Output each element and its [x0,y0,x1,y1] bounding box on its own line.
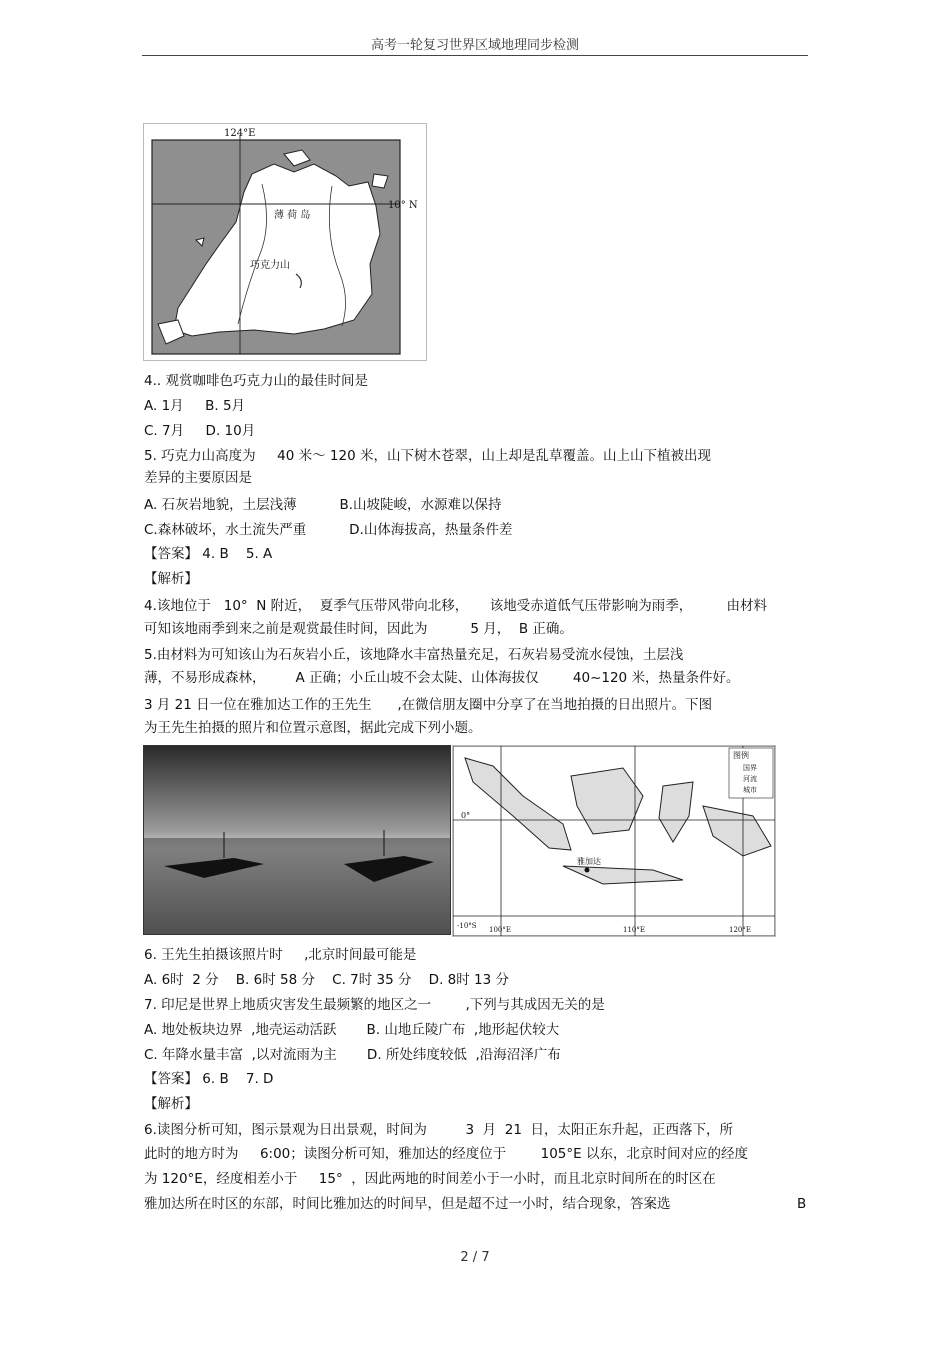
lat-zero-label: 0° [461,811,471,820]
option-line: C. 年降水量丰富 ,以对流雨为主 D. 所处纬度较低 ,沿海沼泽广布 [144,1047,561,1063]
lon-tick: 110°E [623,926,645,934]
lat-label: 10° N [388,200,418,211]
page-number: 2 / 7 [460,1250,490,1265]
legend-item: 河流 [743,775,757,783]
option-line: C.森林破坏，水土流失严重 D.山体海拔高，热量条件差 [144,522,513,538]
question-5: 5. 巧克力山高度为 40 米～ 120 米，山下树木苍翠，山上却是乱草覆盖。山上山下植被出现 [144,448,711,464]
analysis-text: 4.该地位于 10° N 附近， 夏季气压带风带向北移， 该地受赤道低气压带影响为雨季， 由材料 [144,598,768,614]
analysis-text: 为 120°E，经度相差小于 15° ，因此两地的时间差小于一小时，而且北京时间所在的时区在 [144,1171,716,1187]
lat-south-label: -10°S [457,922,477,930]
lon-tick: 100°E [489,926,511,934]
answer-line: 【答案】 6. B 7. D [144,1071,274,1087]
option-line: A. 石灰岩地貌，土层浅薄 B.山坡陡峻，水源难以保持 [144,497,502,513]
option-line: A. 地处板块边界 ,地壳运动活跃 B. 山地丘陵广布 ,地形起伏较大 [144,1022,560,1038]
legend-title: 图例 [733,751,749,760]
lon-tick: 120°E [729,926,751,934]
option-line: A. 6时 2 分 B. 6时 58 分 C. 7时 35 分 D. 8时 13 分 [144,972,510,988]
legend-item: 城市 [743,786,757,794]
analysis-text: 6.读图分析可知，图示景观为日出景观，时间为 3 月 21 日，太阳正东升起，正西落下，所 [144,1122,734,1138]
bohol-map-figure [143,123,427,361]
indonesia-map [452,745,776,937]
sunrise-photo [143,745,451,935]
photo-image [144,746,450,934]
page-header: 高考一轮复习世界区域地理同步检测 [370,38,579,53]
lon-label: 124°E [224,128,256,139]
question-7: 7. 印尼是世界上地质灾害发生最频繁的地区之一 ,下列与其成因无关的是 [144,997,605,1013]
question-5-cont: 差异的主要原因是 [144,470,252,486]
analysis-text: 雅加达所在时区的东部，时间比雅加达的时间早，但是超不过一小时，结合现象，答案选 [144,1196,671,1212]
bohol-map [144,124,426,360]
city-label: 雅加达 [577,857,601,866]
indonesia-map-svg [453,746,775,936]
legend-item: 国界 [743,764,757,772]
island-label: 薄 荷 岛 [274,210,311,221]
question-6: 6. 王先生拍摄该照片时 ,北京时间最可能是 [144,947,417,963]
intro-text: 为王先生拍摄的照片和位置示意图，据此完成下列小题。 [144,720,482,736]
mountain-label: 巧克力山 [250,260,290,271]
analysis-text: 5.由材料为可知该山为石灰岩小丘，该地降水丰富热量充足，石灰岩易受流水侵蚀，土层浅 [144,647,684,663]
question-4: 4.. 观赏咖啡色巧克力山的最佳时间是 [144,373,368,389]
analysis-text: 此时的地方时为 6:00；读图分析可知，雅加达的经度位于 105°E 以东，北京时间对应的经度 [144,1146,748,1162]
option-line: A. 1月 B. 5月 [144,398,246,414]
analysis-heading: 【解析】 [144,1096,198,1112]
analysis-heading: 【解析】 [144,571,198,587]
analysis-text: 可知该地雨季到来之前是观赏最佳时间，因此为 5 月， B 正确。 [144,621,573,637]
intro-text: 3 月 21 日一位在雅加达工作的王先生 ,在微信朋友圈中分享了在当地拍摄的日出照片。下图 [144,697,713,713]
option-line: C. 7月 D. 10月 [144,423,256,439]
header-rule [142,55,808,56]
analysis-text: 薄，不易形成森林， A 正确；小丘山坡不会太陡、山体海拔仅 40~120 米，热量条件好。 [144,670,740,686]
jakarta-point [585,868,590,873]
answer-line: 【答案】 4. B 5. A [144,546,273,562]
answer-letter: B [797,1196,807,1212]
